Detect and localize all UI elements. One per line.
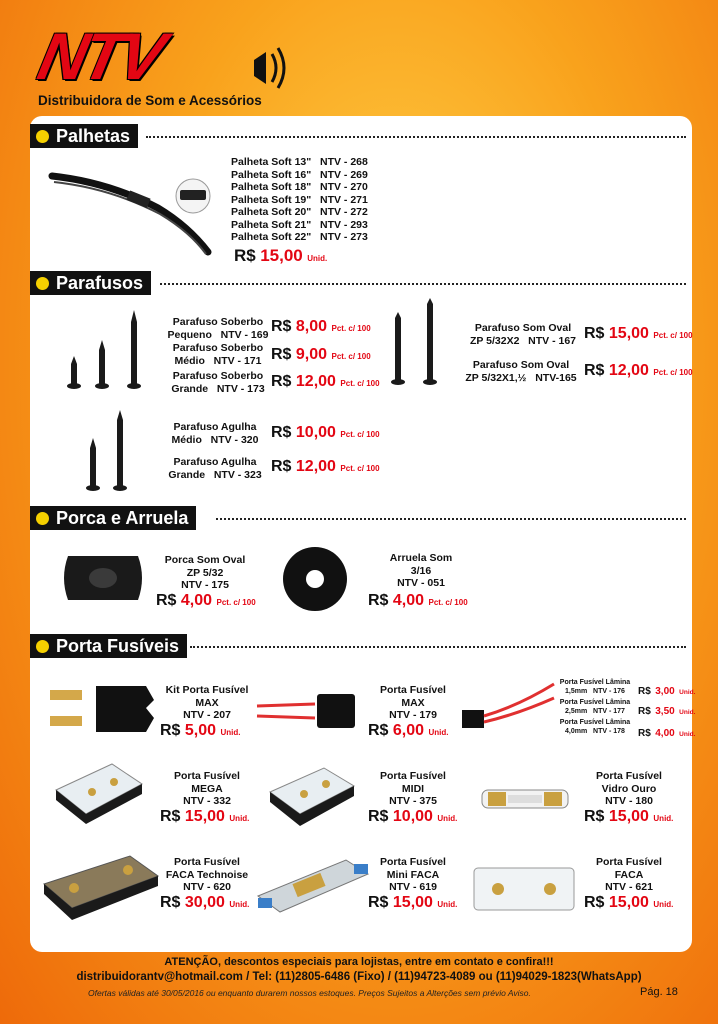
price-oval-165: R$ 12,00 Pct. c/ 100 — [584, 362, 693, 379]
screw-soberbo-image — [60, 310, 155, 396]
soberbo-medio-label: Parafuso Soberbo Médio NTV - 171 — [172, 342, 264, 367]
oval-165-label: Parafuso Som Oval ZP 5/32X1,½ NTV-165 — [465, 359, 577, 384]
divider — [146, 136, 686, 138]
bullet-icon — [36, 512, 49, 525]
divider — [216, 518, 686, 520]
lamina-178-label: Porta Fusível Lâmina 4,0mm NTV - 178 — [559, 719, 631, 735]
price-vidro: R$ 15,00 Unid. — [584, 808, 674, 825]
divider — [160, 283, 686, 285]
lamina-176-label: Porta Fusível Lâmina 1,5mm NTV - 176 — [559, 679, 631, 695]
agulha-grande-label: Parafuso Agulha Grande NTV - 323 — [168, 456, 262, 481]
palheta-item: Palheta Soft 19" NTV - 271 — [231, 193, 368, 206]
price-porca: R$ 4,00 Pct. c/ 100 — [156, 592, 256, 609]
faca-technoise-label: Porta Fusível FACA Technoise NTV - 620 — [165, 856, 249, 893]
footer-contact: distribuidorantv@hotmail.com / Tel: (11)2805-6486 (Fixo) / (11)94723-4089 ou (11)94029-1823(WhatsApp) — [76, 971, 642, 983]
palheta-item: Palheta Soft 16" NTV - 269 — [231, 168, 368, 181]
price-soberbo-pequeno: R$ 8,00 Pct. c/ 100 — [271, 318, 371, 335]
section-title: Porta Fusíveis — [56, 635, 180, 656]
wiper-connector-image — [172, 178, 214, 214]
porta-mega-image — [52, 756, 146, 832]
agulha-medio-label: Parafuso Agulha Médio NTV - 320 — [171, 421, 259, 446]
porca-image — [58, 546, 148, 610]
price-faca-technoise: R$ 30,00 Unid. — [160, 894, 250, 911]
bullet-icon — [36, 277, 49, 290]
arruela-image — [280, 544, 350, 614]
soberbo-pequeno-label: Parafuso Soberbo Pequeno NTV - 169 — [167, 316, 269, 341]
page-number: Pág. 18 — [640, 986, 678, 998]
price-oval-167: R$ 15,00 Pct. c/ 100 — [584, 325, 693, 342]
section-title: Porca e Arruela — [56, 507, 189, 528]
lamina-177-label: Porta Fusível Lâmina 2,5mm NTV - 177 — [559, 699, 631, 715]
section-porca-arruela — [30, 506, 196, 530]
bullet-icon — [36, 130, 49, 143]
porta-vidro-image — [478, 776, 572, 818]
porta-mini-faca-image — [254, 852, 372, 922]
price-faca: R$ 15,00 Unid. — [584, 894, 674, 911]
faca-label: Porta Fusível FACA NTV - 621 — [596, 856, 662, 893]
logo-subtitle: Distribuidora de Som e Acessórios — [38, 93, 262, 108]
oval-167-label: Parafuso Som Oval ZP 5/32X2 NTV - 167 — [469, 322, 577, 347]
midi-label: Porta Fusível MIDI NTV - 375 — [380, 770, 446, 807]
soberbo-grande-label: Parafuso Soberbo Grande NTV - 173 — [171, 370, 265, 395]
price-kit-max: R$ 5,00 Unid. — [160, 722, 241, 739]
porta-max-image — [255, 686, 367, 736]
price-soberbo-medio: R$ 9,00 Pct. c/ 100 — [271, 346, 371, 363]
mini-faca-label: Porta Fusível Mini FACA NTV - 619 — [380, 856, 446, 893]
section-parafusos — [30, 271, 151, 295]
price-mini-faca: R$ 15,00 Unid. — [368, 894, 458, 911]
price-lamina-177: R$ 3,50 Unid. — [638, 706, 696, 717]
price-palheta: R$ 15,00 Unid. — [234, 246, 328, 265]
kit-max-label: Kit Porta Fusível MAX NTV - 207 — [165, 684, 249, 721]
porta-midi-image — [266, 762, 358, 832]
price-arruela: R$ 4,00 Pct. c/ 100 — [368, 592, 468, 609]
footer-notice: ATENÇÃO, descontos especiais para lojistas, entre em contato e confira!!! — [164, 956, 554, 968]
palheta-item: Palheta Soft 20" NTV - 272 — [231, 206, 368, 218]
footer-disclaimer: Ofertas válidas até 30/05/2016 ou enquanto durarem nossos estoques. Preços Sujeitos a Alterções sem prévio Aviso. — [88, 988, 531, 998]
screw-agulha-image — [80, 408, 136, 494]
price-lamina-178: R$ 4,00 Unid. — [638, 728, 696, 739]
section-title: Palhetas — [56, 125, 131, 146]
palheta-item: Palheta Soft 22" NTV - 273 — [231, 231, 368, 243]
porta-max-label: Porta Fusível MAX NTV - 179 — [380, 684, 446, 721]
price-midi: R$ 10,00 Unid. — [368, 808, 458, 825]
section-porta-fusiveis — [30, 634, 187, 658]
price-agulha-grande: R$ 12,00 Pct. c/ 100 — [271, 458, 380, 475]
kit-porta-fusivel-image — [46, 680, 158, 738]
price-soberbo-grande: R$ 12,00 Pct. c/ 100 — [271, 373, 380, 390]
porca-label: Porca Som Oval ZP 5/32 NTV - 175 — [164, 554, 246, 591]
price-agulha-medio: R$ 10,00 Pct. c/ 100 — [271, 424, 380, 441]
porta-lamina-image — [458, 676, 558, 738]
section-title: Parafusos — [56, 272, 144, 293]
vidro-label: Porta Fusível Vidro Ouro NTV - 180 — [596, 770, 662, 807]
porta-faca-technoise-image — [40, 850, 162, 926]
arruela-label: Arruela Som 3/16 NTV - 051 — [389, 552, 453, 589]
screw-oval-image — [386, 296, 442, 390]
price-porta-max: R$ 6,00 Unid. — [368, 722, 449, 739]
palheta-item: Palheta Soft 18" NTV - 270 — [231, 181, 368, 193]
porta-faca-image — [470, 862, 578, 916]
bullet-icon — [36, 640, 49, 653]
section-palhetas — [30, 124, 138, 148]
palheta-item: Palheta Soft 21" NTV - 293 — [231, 218, 368, 231]
divider — [190, 646, 686, 648]
palheta-item: Palheta Soft 13" NTV - 268 — [231, 156, 368, 168]
logo-text: NTV — [32, 19, 168, 93]
price-mega: R$ 15,00 Unid. — [160, 808, 250, 825]
price-lamina-176: R$ 3,00 Unid. — [638, 686, 696, 697]
mega-label: Porta Fusível MEGA NTV - 332 — [174, 770, 240, 807]
palheta-list — [231, 156, 368, 244]
